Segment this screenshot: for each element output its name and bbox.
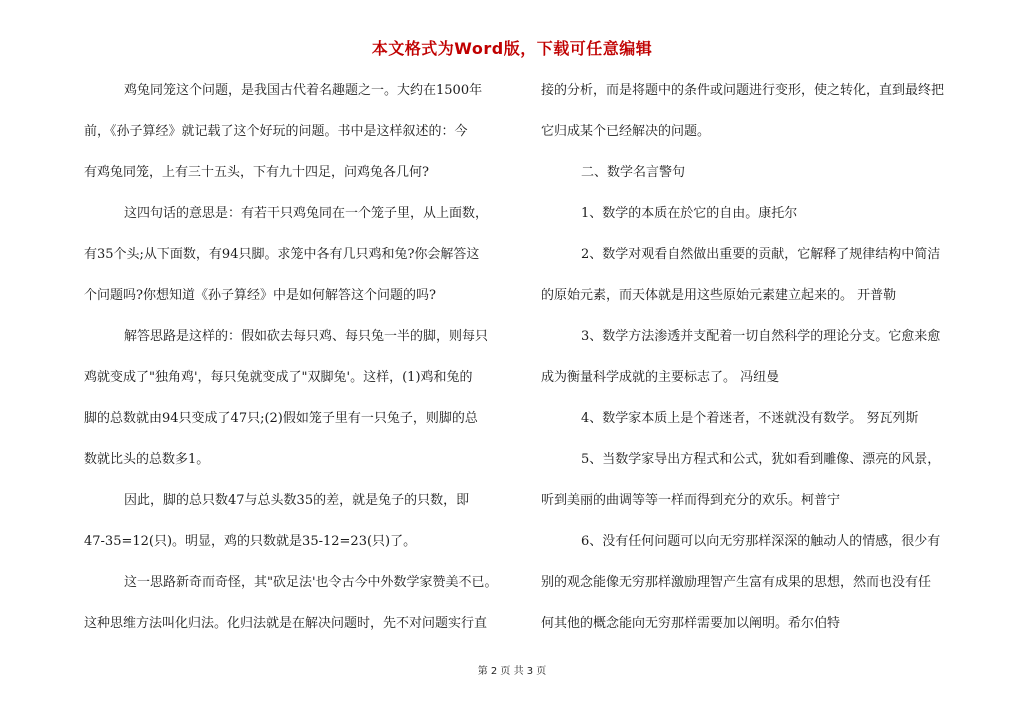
- text-line: 因此，脚的总只数47与总头数35的差，就是兔子的只数，即: [124, 493, 470, 508]
- left-column: [84, 76, 500, 650]
- text-line: 鸡兔同笼这个问题，是我国古代着名趣题之一。大约在1500年: [124, 83, 483, 98]
- page-number: 第 2 页 共 3 页: [477, 666, 547, 677]
- text-line: 鸡就变成了"独角鸡'，每只兔就变成了"双脚兔'。这样，(1)鸡和兔的: [84, 370, 473, 385]
- text-line: 数就比头的总数多1。: [84, 452, 210, 467]
- text-line: 何其他的概念能向无穷那样需要加以阐明。希尔伯特: [541, 616, 841, 631]
- text-line: 接的分析，而是将题中的条件或问题进行变形，使之转化，直到最终把: [541, 83, 945, 98]
- text-line: 解答思路是这样的：假如砍去每只鸡、每只兔一半的脚，则每只: [124, 329, 489, 344]
- text-line: 前，《孙子算经》就记载了这个好玩的问题。书中是这样叙述的：今: [84, 124, 468, 139]
- quote-item: 4、数学家本质上是个着迷者，不迷就没有数学。 努瓦列斯: [581, 411, 919, 426]
- text-line: 成为衡量科学成就的主要标志了。 冯纽曼: [541, 370, 780, 385]
- quote-item: 1、数学的本质在於它的自由。康托尔: [581, 206, 798, 221]
- text-line: 有35个头;从下面数，有94只脚。求笼中各有几只鸡和兔?你会解答这: [84, 247, 480, 262]
- quote-item: 6、没有任何问题可以向无穷那样深深的触动人的情感，很少有: [581, 534, 941, 549]
- text-line: 这一思路新奇而奇怪，其"砍足法'也令古今中外数学家赞美不已。: [124, 575, 498, 590]
- text-line: 个问题吗?你想知道《孙子算经》中是如何解答这个问题的吗?: [84, 288, 436, 303]
- section-heading: 二、数学名言警句: [581, 165, 686, 180]
- document-header: 本文格式为Word版，下载可任意编辑: [371, 39, 653, 58]
- text-line: 这种思维方法叫化归法。化归法就是在解决问题时，先不对问题实行直: [84, 616, 488, 631]
- quote-item: 2、数学对观看自然做出重要的贡献，它解释了规律结构中简洁: [581, 247, 941, 262]
- text-line: 这四句话的意思是：有若干只鸡兔同在一个笼子里，从上面数，: [124, 206, 489, 221]
- quote-item: 3、数学方法渗透并支配着一切自然科学的理论分支。它愈来愈: [581, 329, 941, 344]
- quote-item: 5、当数学家导出方程式和公式，犹如看到雕像、漂亮的风景，: [581, 452, 941, 467]
- right-column: [541, 76, 961, 650]
- text-line: 它归成某个已经解决的问题。: [541, 124, 711, 139]
- text-line: 有鸡兔同笼，上有三十五头，下有九十四足，问鸡兔各几何?: [84, 165, 429, 180]
- text-line: 别的观念能像无穷那样激励理智产生富有成果的思想，然而也没有任: [541, 575, 932, 590]
- text-line: 听到美丽的曲调等等一样而得到充分的欢乐。柯普宁: [541, 493, 841, 508]
- text-line: 的原始元素，而天体就是用这些原始元素建立起来的。 开普勒: [541, 288, 897, 303]
- text-line: 47-35=12(只)。明显，鸡的只数就是35-12=23(只)了。: [84, 534, 417, 549]
- text-line: 脚的总数就由94只变成了47只;(2)假如笼子里有一只兔子，则脚的总: [84, 411, 478, 426]
